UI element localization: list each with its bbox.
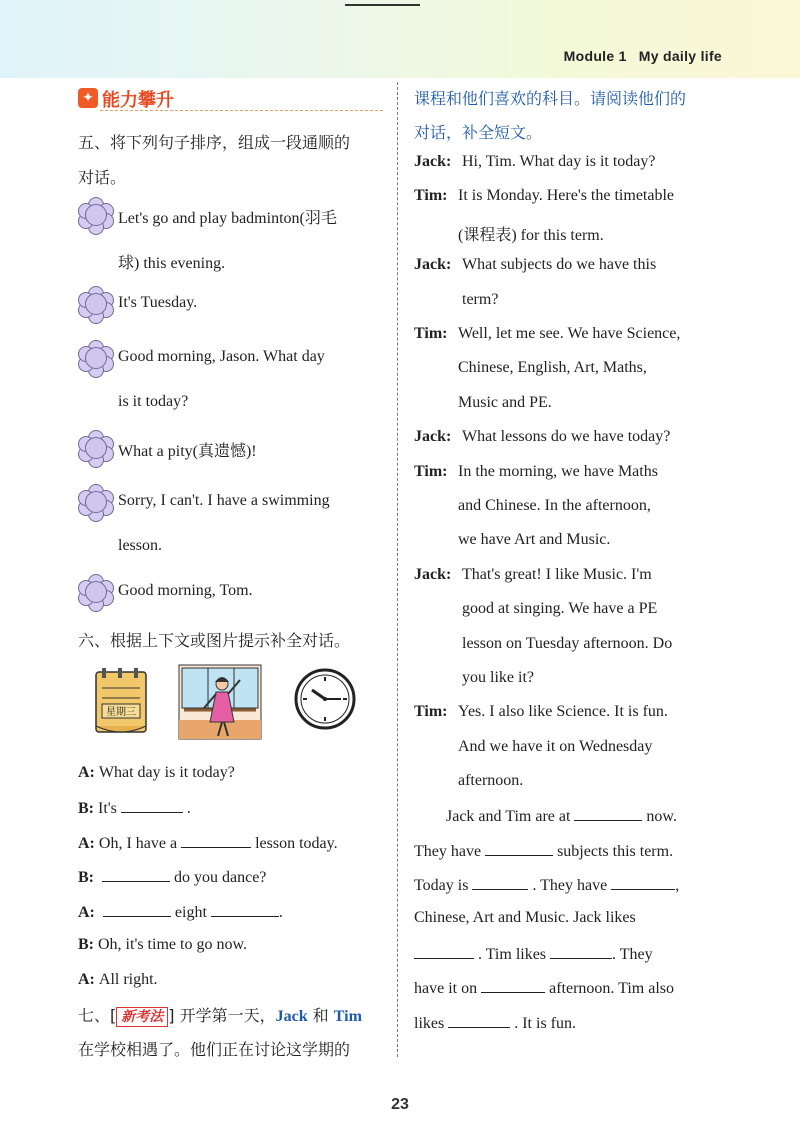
- dialogue-line: What subjects do we have this: [462, 256, 657, 274]
- passage-text: subjects this term.: [557, 843, 674, 860]
- dialogue-line: And we have it on Wednesday: [458, 737, 653, 755]
- passage-text: . Tim likes: [478, 946, 547, 963]
- answer-flower-box[interactable]: [78, 286, 112, 320]
- q5-title-line1: 五、将下列句子排序，组成一段通顺的: [78, 133, 351, 152]
- speaker-label: Jack:: [414, 428, 452, 446]
- speaker-label: Jack:: [414, 256, 452, 274]
- answer-blank[interactable]: [103, 902, 171, 917]
- dialogue-line: you like it?: [462, 669, 534, 686]
- answer-blank[interactable]: [211, 902, 279, 917]
- dialogue-line: term?: [462, 290, 499, 308]
- answer-flower-box[interactable]: [78, 197, 112, 231]
- dialogue-line: and Chinese. In the afternoon,: [458, 497, 651, 514]
- passage-text: have it on: [414, 980, 478, 997]
- passage-line: [414, 944, 653, 964]
- passage-line: [446, 806, 677, 826]
- rocket-icon: ✦: [78, 88, 98, 108]
- speaker-label: Tim:: [414, 703, 448, 721]
- passage-line: [414, 841, 673, 861]
- dialogue-line: afternoon.: [458, 772, 524, 790]
- q6-dialog-line: [78, 936, 247, 954]
- passage-text: They have: [414, 843, 482, 860]
- answer-flower-box[interactable]: [78, 484, 112, 518]
- dialog-text: Oh, it's time to go now.: [98, 936, 247, 953]
- answer-flower-box[interactable]: [78, 340, 112, 374]
- answer-flower-box[interactable]: [78, 430, 112, 464]
- dialog-text: lesson today.: [255, 835, 338, 852]
- passage-line: [414, 909, 636, 927]
- flower-center: [85, 437, 107, 459]
- section-title: 能力攀升: [102, 90, 174, 111]
- speaker-label: A:: [78, 971, 95, 988]
- passage-text: Chinese, Art and Music. Jack likes: [414, 909, 636, 926]
- q6-dialog-line: [78, 798, 191, 818]
- clock-picture: [294, 668, 356, 730]
- flower-center: [85, 491, 107, 513]
- dialog-text: eight: [174, 904, 207, 921]
- q6-dialog-line: [78, 902, 283, 922]
- q7-title-line3: 课程和他们喜欢的科目。请阅读他们的: [414, 89, 687, 108]
- dialogue-line: What lessons do we have today?: [462, 428, 671, 446]
- dialog-text: .: [186, 800, 191, 817]
- passage-text: Jack and Tim are at: [446, 808, 571, 825]
- dialogue-line: Chinese, English, Art, Maths,: [458, 359, 647, 377]
- passage-text: now.: [646, 808, 677, 825]
- dialogue-line: Well, let me see. We have Science,: [458, 325, 681, 342]
- dialogue-line: lesson on Tuesday afternoon. Do: [462, 634, 673, 652]
- q5-sentence-cont: is it today?: [118, 393, 189, 410]
- speaker-label: Jack:: [414, 153, 452, 170]
- speaker-label: Tim:: [414, 462, 448, 480]
- q6-title: 六、根据上下文或图片提示补全对话。: [78, 631, 351, 650]
- header-rule: [345, 4, 420, 6]
- speaker-label: B:: [78, 800, 94, 817]
- q6-dialog-line: [78, 971, 158, 989]
- q6-dialog-line: [78, 764, 235, 782]
- dance-picture: [178, 664, 262, 740]
- section-underline: [100, 110, 383, 111]
- passage-text: ,: [675, 877, 680, 894]
- answer-blank[interactable]: [485, 841, 553, 856]
- speaker-label: Tim:: [414, 187, 448, 205]
- q6-dialog-line: [78, 833, 338, 853]
- dialog-text: All right.: [98, 971, 158, 988]
- q7-title-line1: 七、[ 新考法 ] 开学第一天，Jack 和 Tim: [78, 1006, 362, 1025]
- answer-blank[interactable]: [574, 806, 642, 821]
- answer-blank[interactable]: [181, 833, 251, 848]
- passage-line: [414, 978, 674, 998]
- dialogue-line: good at singing. We have a PE: [462, 600, 658, 618]
- dialogue-line: Music and PE.: [458, 393, 552, 411]
- answer-blank[interactable]: [481, 978, 545, 993]
- q7-title-line2: 在学校相遇了。他们正在讨论这学期的: [78, 1040, 351, 1059]
- flower-center: [85, 581, 107, 603]
- answer-blank[interactable]: [611, 875, 675, 890]
- flower-center: [85, 293, 107, 315]
- calendar-label: 星期三: [106, 707, 136, 718]
- passage-text: . It is fun.: [514, 1015, 576, 1032]
- passage-line: [414, 875, 679, 895]
- dialogue-line: we have Art and Music.: [458, 531, 611, 549]
- speaker-label: B:: [78, 869, 94, 886]
- q5-sentence: Good morning, Tom.: [118, 582, 253, 599]
- answer-blank[interactable]: [414, 944, 474, 959]
- answer-blank[interactable]: [121, 798, 183, 813]
- dialog-text: do you dance?: [174, 869, 267, 886]
- dialogue-line: It is Monday. Here's the timetable: [458, 187, 675, 205]
- page-number: 23: [391, 1096, 409, 1113]
- passage-text: afternoon. Tim also: [549, 980, 674, 997]
- q7-title-line4: 对话，补全短文。: [414, 123, 543, 142]
- answer-blank[interactable]: [472, 875, 528, 890]
- q5-sentence-cont: 球) this evening.: [118, 255, 226, 272]
- dialogue-line: In the morning, we have Maths: [458, 462, 658, 480]
- q5-sentence: It's Tuesday.: [118, 294, 198, 311]
- column-divider: [397, 82, 398, 1057]
- passage-text: . They have: [532, 877, 608, 894]
- answer-flower-box[interactable]: [78, 574, 112, 608]
- passage-text: likes: [414, 1015, 445, 1032]
- speaker-label: A:: [78, 835, 95, 852]
- flower-center: [85, 347, 107, 369]
- dialogue-line: (课程表) for this term.: [458, 226, 604, 244]
- passage-line: [414, 1013, 576, 1033]
- q5-sentence: What a pity(真遗憾)!: [118, 443, 257, 460]
- dialogue-line: That's great! I like Music. I'm: [462, 565, 652, 583]
- speaker-label: A:: [78, 764, 95, 781]
- passage-text: Today is: [414, 877, 469, 894]
- answer-blank[interactable]: [550, 944, 612, 959]
- q5-sentence: Good morning, Jason. What day: [118, 348, 325, 365]
- calendar-picture: [92, 664, 150, 736]
- speaker-label: Tim:: [414, 325, 448, 342]
- answer-blank[interactable]: [448, 1013, 510, 1028]
- section-header: [78, 86, 383, 112]
- passage-text: . They: [612, 946, 653, 963]
- q5-sentence-cont: lesson.: [118, 537, 162, 554]
- dialog-text: What day is it today?: [98, 764, 235, 781]
- speaker-label: B:: [78, 936, 94, 953]
- dialog-text: Oh, I have a: [98, 835, 178, 852]
- new-method-tag: 新考法: [116, 1007, 168, 1027]
- flower-center: [85, 204, 107, 226]
- q6-dialog-line: [78, 867, 266, 887]
- header-banner: [0, 0, 800, 78]
- q5-sentence: Sorry, I can't. I have a swimming: [118, 492, 330, 509]
- speaker-label: A:: [78, 904, 95, 921]
- dialog-text: It's: [98, 800, 117, 817]
- answer-blank[interactable]: [102, 867, 170, 882]
- speaker-label: Jack:: [414, 565, 452, 583]
- dialog-text: .: [278, 904, 283, 921]
- q5-title-line2: 对话。: [78, 168, 127, 187]
- dialogue-line: Yes. I also like Science. It is fun.: [458, 703, 668, 721]
- module-title: Module 1 My daily life: [563, 48, 722, 64]
- q5-sentence: Let's go and play badminton(羽毛: [118, 210, 337, 227]
- dialogue-line: Hi, Tim. What day is it today?: [462, 153, 656, 170]
